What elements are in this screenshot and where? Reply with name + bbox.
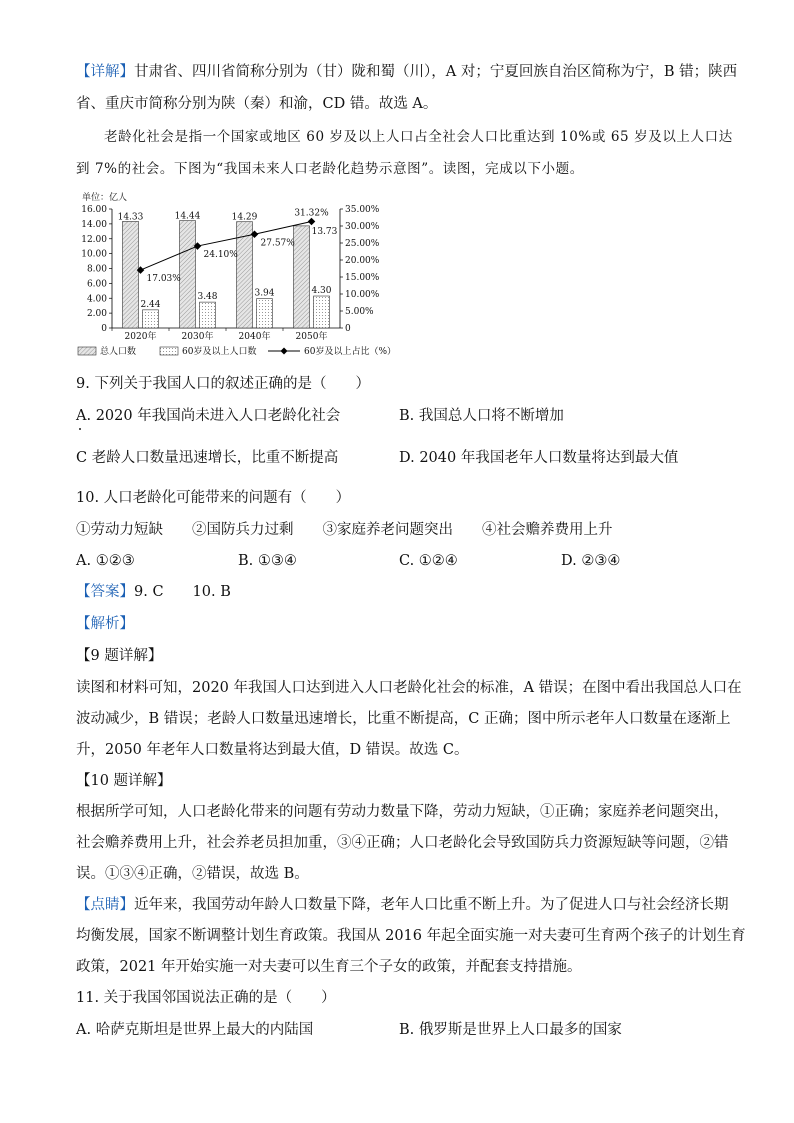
bar-elderly-population [200,302,216,328]
q10-detail-line-2: 社会赡养费用上升，社会养老员担加重，③④正确；人口老龄化会导致国防兵力资源短缺等问题，②错 [76,835,729,851]
detail-tag: 【详解】 [76,64,134,80]
y-right-tick-label: 0 [345,324,351,334]
legend-swatch-marker [281,348,288,355]
y-left-tick-label: 14.00 [81,219,107,230]
y-left-tick-label: 16.00 [81,205,107,215]
line-point [308,218,316,226]
q9-option-b: B. 我国总人口将不断增加 [399,408,564,424]
legend-swatch-elderly [160,347,178,355]
stem-line-2: 到 7%的社会。下图为“我国未来人口老龄化趋势示意图”。读图，完成以下小题。 [76,161,584,177]
q9-option-d: D. 2040 年我国老年人口数量将达到最大值 [399,450,679,466]
line-point-label: 24.10% [203,250,238,261]
q10-option-b: B. ①③④ [238,553,297,569]
stem-line-1: 老龄化社会是指一个国家或地区 60 岁及以上人口占全社会人口比重达到 10%或 65 岁及以上人口达 [104,129,733,145]
x-tick-label: 2020年 [124,332,157,342]
y-left-tick-label: 4.00 [86,294,107,305]
q9-detail-line-3: 升，2050 年老年人口数量将达到最大值，D 错误。故选 C。 [76,742,469,758]
stray-mark [79,428,81,430]
bar-elderly-label: 2.44 [140,299,161,310]
aging-trend-chart [72,188,402,368]
q10-detail-line-3: 误。①③④正确，②错误，故选 B。 [76,866,309,882]
x-tick-label: 2040年 [238,332,271,342]
q10-items: ①劳动力短缺 ②国防兵力过剩 ③家庭养老问题突出 ④社会赡养费用上升 [76,522,613,538]
x-tick-label: 2030年 [181,332,214,342]
y-right-tick-label: 25.00% [345,239,380,249]
q10-option-d: D. ②③④ [561,553,621,569]
legend-label-share: 60岁及以上占比（%） [304,347,397,357]
bar-elderly-population [257,299,273,328]
q10-option-a: A. ①②③ [76,553,135,569]
bar-total-population [180,221,196,328]
y-right-tick-label: 15.00% [345,273,380,283]
bar-elderly-population [143,310,159,328]
legend-label-total: 总人口数 [100,347,137,357]
legend-swatch-total [78,347,96,355]
bar-total-label: 14.44 [174,211,201,222]
y-left-tick-label: 12.00 [81,234,107,245]
bar-total-label: 13.73 [311,226,338,237]
y-right-tick-label: 5.00% [345,307,374,317]
y-left-tick-label: 6.00 [86,279,107,290]
q10-stem: 10. 人口老龄化可能带来的问题有（ ） [76,490,351,506]
q9-option-c: C 老龄人口数量迅速增长，比重不断提高 [76,450,339,466]
bar-elderly-label: 3.48 [197,292,218,303]
q9-option-a: A. 2020 年我国尚未进入人口老龄化社会 [76,408,341,424]
chart-legend [78,345,396,357]
summary-line-1: 【点睛】近年来，我国劳动年龄人口数量下降，老年人口比重不断上升。为了促进人口与社会经济长期 [76,897,729,913]
line-point-label: 31.32% [294,208,329,219]
y-left-tick-label: 2.00 [86,309,107,320]
bar-elderly-population [314,296,330,328]
bar-total-label: 14.33 [117,212,144,223]
q11-option-b: B. 俄罗斯是世界上人口最多的国家 [399,1022,622,1038]
summary-line-2: 均衡发展，国家不断调整计划生育政策。我国从 2016 年起全面实施一对夫妻可生育两个孩子的计划生育 [76,928,746,944]
y-left-tick-label: 10.00 [81,249,107,260]
y-left-tick-label: 8.00 [86,264,107,275]
analysis-tag: 【解析】 [76,616,134,632]
bar-total-label: 14.29 [231,212,258,223]
q9-detail-line-1: 读图和材料可知，2020 年我国人口达到进入人口老龄化社会的标准，A 错误；在图中看出我国总人口在 [76,680,742,696]
x-tick-label: 2050年 [295,332,328,342]
bar-total-population [123,221,139,328]
y-left-tick-label: 0 [101,324,107,334]
legend-label-elderly: 60岁及以上人口数 [182,347,257,357]
bar-elderly-label: 4.30 [311,286,332,297]
unit-label: 单位：亿人 [82,193,128,203]
q11-option-a: A. 哈萨克斯坦是世界上最大的内陆国 [76,1022,314,1038]
y-right-tick-label: 20.00% [345,256,380,266]
q9-detail-tag: 【9 题详解】 [76,648,163,664]
q9-stem: 9. 下列关于我国人口的叙述正确的是（ ） [76,376,370,392]
bar-elderly-label: 3.94 [254,288,275,299]
bar-total-population [294,226,310,328]
q9-detail-line-2: 波动减少，B 错误；老龄人口数量迅速增长，比重不断提高，C 正确；图中所示老年人口数量在逐渐上 [76,711,731,727]
q10-detail-line-1: 根据所学可知，人口老龄化带来的问题有劳动力数量下降，劳动力短缺，①正确；家庭养老问题突出， [76,804,729,820]
y-right-tick-label: 10.00% [345,290,380,300]
line-point-label: 17.03% [146,274,181,285]
summary-line-3: 政策，2021 年开始实施一对夫妻可以生育三个子女的政策，并配套支持措施。 [76,959,582,975]
y-right-tick-label: 30.00% [345,222,380,232]
answer-line: 【答案】9. C 10. B [76,584,231,600]
line-point-label: 27.57% [260,238,295,249]
summary-tag: 【点睛】 [76,897,134,913]
q11-stem: 11. 关于我国邻国说法正确的是（ ） [76,990,336,1006]
prev-detail-line-2: 省、重庆市简称分别为陕（秦）和渝，CD 错。故选 A。 [76,96,438,112]
answer-tag: 【答案】 [76,584,134,600]
y-right-tick-label: 35.00% [345,205,380,215]
q10-detail-tag: 【10 题详解】 [76,773,172,789]
q10-option-c: C. ①②④ [399,553,458,569]
prev-detail-line-1: 【详解】甘肃省、四川省简称分别为（甘）陇和蜀（川），A 对；宁夏回族自治区简称为宁，B 错；陕西 [76,64,738,80]
